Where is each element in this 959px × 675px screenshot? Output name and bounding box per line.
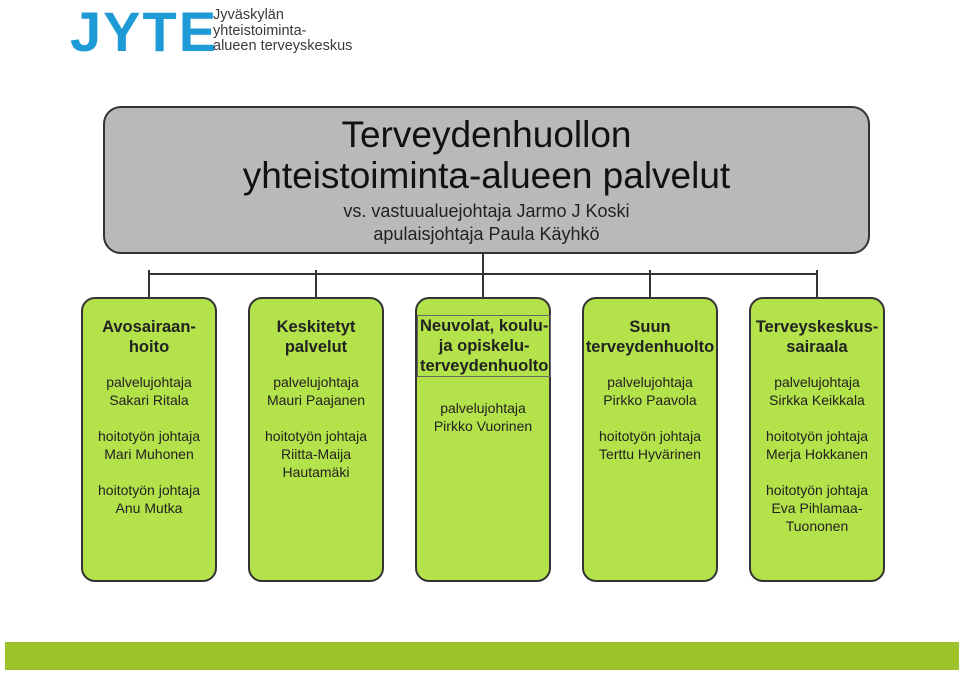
role-title: hoitotyön johtaja	[98, 482, 200, 498]
role-person: Mari Muhonen	[104, 446, 194, 462]
unit-avosairaanhoito	[81, 297, 217, 582]
page-title	[105, 114, 868, 196]
unit-title-line: terveydenhuolto	[585, 338, 715, 356]
role-person: Pirkko Vuorinen	[433, 418, 533, 434]
unit-title-line: Keskitetyt	[276, 318, 356, 336]
unit-title	[83, 317, 215, 357]
unit-role	[83, 481, 215, 517]
logo-line: alueen terveyskeskus	[213, 38, 353, 54]
unit-role	[250, 373, 382, 409]
header-subtitle	[105, 200, 868, 246]
unit-title	[250, 317, 382, 357]
title-line: yhteistoiminta-alueen palvelut	[242, 155, 731, 196]
header-box	[103, 106, 870, 254]
unit-keskitetyt-palvelut	[248, 297, 384, 582]
unit-suun-terveydenhuolto	[582, 297, 718, 582]
unit-role	[250, 427, 382, 481]
unit-title-line: hoito	[128, 338, 170, 356]
logo-line: yhteistoiminta-	[213, 22, 307, 39]
role-person: Sirkka Keikkala	[769, 392, 865, 408]
unit-title-line: ja opiskelu-	[438, 337, 530, 355]
unit-role	[417, 399, 549, 435]
footer-bar	[5, 642, 959, 670]
unit-title-line: Terveyskeskus-	[755, 318, 879, 336]
role-person: Riitta-Maija	[280, 446, 351, 462]
unit-role	[751, 427, 883, 463]
subtitle-line: apulaisjohtaja Paula Käyhkö	[373, 224, 600, 244]
unit-title-line: Neuvolat, koulu-	[420, 317, 549, 335]
unit-title-line: palvelut	[284, 338, 348, 356]
role-title: palvelujohtaja	[106, 374, 192, 390]
unit-title-line: sairaala	[786, 338, 848, 356]
role-person: Pirkko Paavola	[603, 392, 697, 408]
role-title: hoitotyön johtaja	[599, 428, 701, 444]
role-person: Eva Pihlamaa-	[771, 500, 863, 516]
role-title: hoitotyön johtaja	[265, 428, 367, 444]
role-person: Anu Mutka	[115, 500, 183, 516]
role-person: Tuononen	[785, 518, 849, 534]
unit-role	[83, 373, 215, 409]
unit-title-line: terveydenhuolto	[420, 357, 549, 375]
role-title: palvelujohtaja	[440, 400, 526, 416]
unit-role	[751, 481, 883, 535]
unit-title	[751, 317, 883, 357]
unit-role	[83, 427, 215, 463]
unit-terveyskeskussairaala	[749, 297, 885, 582]
logo-mark: JYTE	[70, 0, 219, 63]
unit-title-line: Avosairaan-	[102, 318, 196, 336]
role-title: hoitotyön johtaja	[98, 428, 200, 444]
role-title: palvelujohtaja	[607, 374, 693, 390]
logo-line: Jyväskylän	[213, 7, 284, 23]
role-title: hoitotyön johtaja	[766, 428, 868, 444]
unit-title	[417, 315, 551, 377]
role-person: Hautamäki	[282, 464, 350, 480]
role-person: Mauri Paajanen	[266, 392, 366, 408]
role-person: Merja Hokkanen	[766, 446, 868, 462]
unit-role	[584, 373, 716, 409]
unit-title-line: Suun	[629, 318, 671, 336]
role-title: hoitotyön johtaja	[766, 482, 868, 498]
role-title: palvelujohtaja	[774, 374, 860, 390]
title-line: Terveydenhuollon	[341, 114, 632, 155]
subtitle-line: vs. vastuualuejohtaja Jarmo J Koski	[343, 201, 630, 221]
unit-role	[584, 427, 716, 463]
unit-title	[584, 317, 716, 357]
role-person: Sakari Ritala	[109, 392, 189, 408]
role-title: palvelujohtaja	[273, 374, 359, 390]
unit-neuvolat	[415, 297, 551, 582]
unit-role	[751, 373, 883, 409]
role-person: Terttu Hyvärinen	[599, 446, 701, 462]
